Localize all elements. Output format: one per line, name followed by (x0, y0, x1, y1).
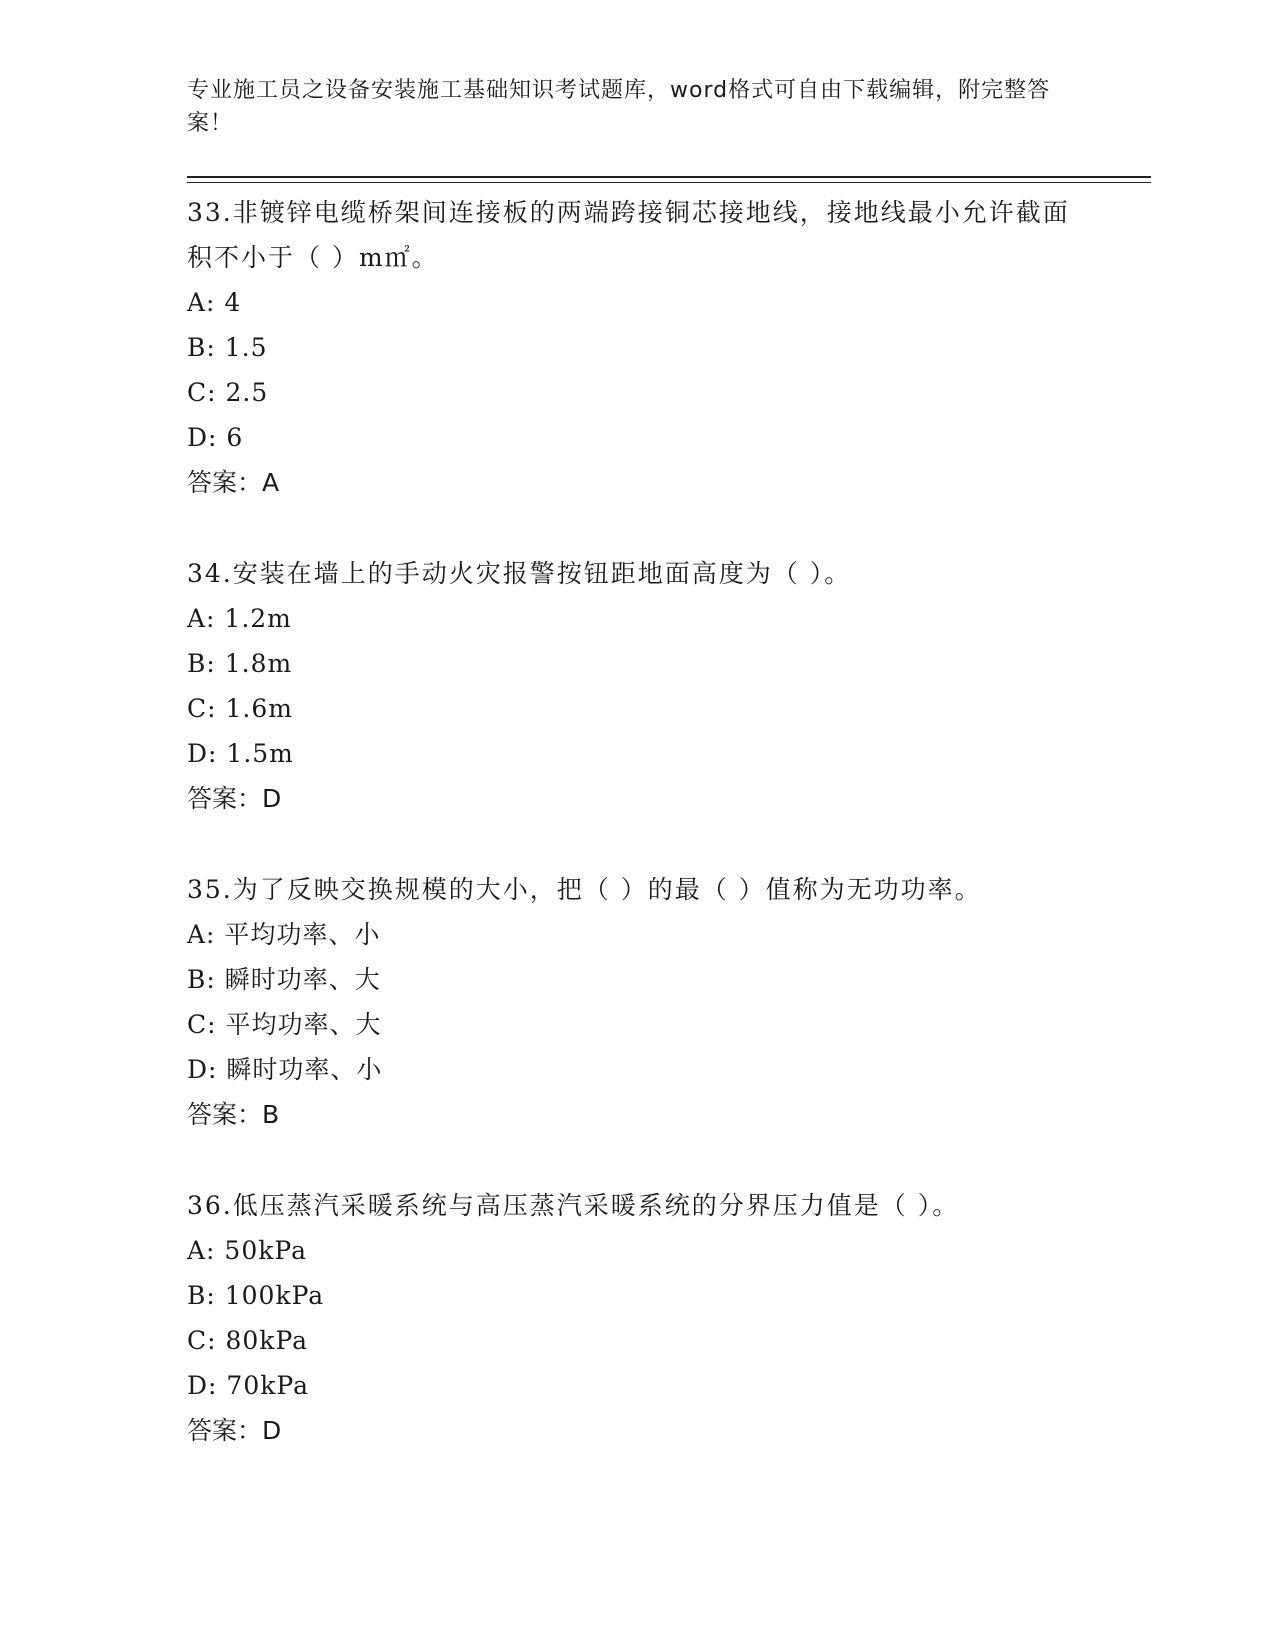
option-a: A: 50kPa (187, 1236, 307, 1265)
option-a: A: 平均功率、小 (187, 920, 381, 949)
answer-label: 答案：D (187, 1416, 282, 1445)
option-c: C: 平均功率、大 (187, 1010, 382, 1039)
option-b: B: 瞬时功率、大 (187, 965, 381, 994)
question-34 (187, 551, 1087, 821)
question-36 (187, 1183, 1087, 1453)
option-b: B: 1.5 (187, 333, 268, 362)
option-a: A: 1.2m (187, 604, 292, 633)
option-d: D: 6 (187, 423, 244, 452)
question-list (187, 190, 1087, 1499)
option-d: D: 1.5m (187, 739, 294, 768)
question-stem: 34.安装在墙上的手动火灾报警按钮距地面高度为（ ）。 (187, 559, 852, 588)
document-header: 专业施工员之设备安装施工基础知识考试题库，word格式可自由下载编辑，附完整答案！ (187, 78, 1051, 136)
question-stem: 36.低压蒸汽采暖系统与高压蒸汽采暖系统的分界压力值是（ ）。 (187, 1191, 960, 1220)
question-stem: 33.非镀锌电缆桥架间连接板的两端跨接铜芯接地线，接地线最小允许截面积不小于（ ）m㎡。 (187, 198, 1070, 272)
answer-label: 答案：D (187, 784, 282, 813)
header-divider-thick (187, 176, 1151, 178)
option-c: C: 1.6m (187, 694, 293, 723)
answer-label: 答案：A (187, 468, 280, 497)
question-stem: 35.为了反映交换规模的大小，把（ ）的最（ ）值称为无功功率。 (187, 875, 982, 904)
option-d: D: 瞬时功率、小 (187, 1055, 383, 1084)
option-b: B: 1.8m (187, 649, 293, 678)
option-c: C: 80kPa (187, 1326, 309, 1355)
option-a: A: 4 (187, 288, 242, 317)
question-33 (187, 190, 1087, 505)
option-d: D: 70kPa (187, 1371, 309, 1400)
answer-label: 答案：B (187, 1100, 280, 1129)
option-c: C: 2.5 (187, 378, 269, 407)
question-35 (187, 867, 1087, 1137)
option-b: B: 100kPa (187, 1281, 325, 1310)
header-divider-thin (187, 182, 1151, 183)
